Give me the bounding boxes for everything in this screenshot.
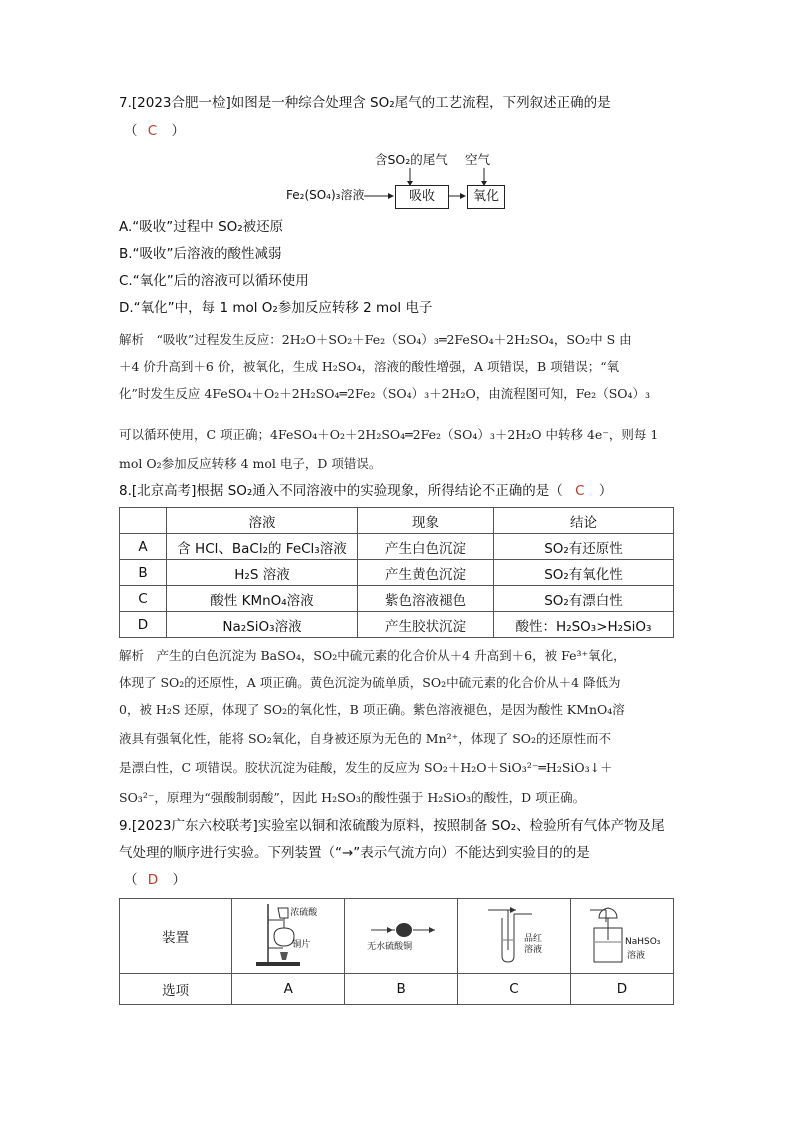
table-cell: SO₂有氧化性 (494, 560, 674, 586)
q8-answer: C (575, 483, 585, 499)
table-cell: 酸性 KMnO₄溶液 (167, 586, 358, 612)
q7-stem: 7.[2023合肥一检]如图是一种综合处理含 SO₂尾气的工艺流程，下列叙述正确的是 (119, 95, 611, 111)
table-cell: 紫色溶液褪色 (358, 586, 494, 612)
apparatus-d-label1: NaHSO₃ (625, 937, 661, 947)
option-row-label: 选项 (120, 974, 232, 1005)
q7-solution-line: 解析 “吸收”过程发生反应：2H₂O＋SO₂＋Fe₂（SO₄）₃═2FeSO₄＋2H₂SO₄，SO₂中 S 由 (119, 332, 632, 347)
table-row (120, 612, 674, 638)
q8-stem: 8.[北京高考]根据 SO₂通入不同溶液中的实验现象，所得结论不正确的是（ (119, 483, 563, 499)
table-cell: 酸性：H₂SO₃>H₂SiO₃ (494, 612, 674, 638)
apparatus-a (232, 899, 345, 974)
table-row (120, 560, 674, 586)
apparatus-c-label2: 溶液 (524, 945, 543, 955)
q9-paren-close: ） (172, 872, 186, 888)
q7-flow-diagram (280, 150, 540, 212)
table-cell: B (120, 560, 167, 586)
table-header-row (120, 508, 674, 534)
q9-answer-line (124, 870, 186, 890)
table-cell: Na₂SiO₃溶液 (167, 612, 358, 638)
option-cell: D (571, 974, 674, 1005)
table-cell: D (120, 612, 167, 638)
q8-paren-close: ） (598, 483, 613, 499)
q8-solution-line: 0，被 H₂S 还原，体现了 SO₂的氧化性，B 项正确。紫色溶液褪色，是因为酸性 KMnO₄溶 (119, 702, 625, 717)
table-header-cell (120, 508, 167, 534)
table-cell: 含 HCl、BaCl₂的 FeCl₃溶液 (167, 534, 358, 560)
q9-answer: D (147, 872, 159, 888)
option-row (120, 974, 674, 1005)
table-row (120, 534, 674, 560)
apparatus-d-drawing (572, 900, 672, 968)
option-cell: C (458, 974, 571, 1005)
q8-solution-line: SO₃²⁻，原理为“强酸制弱酸”，因此 H₂SO₃的酸性强于 H₂SiO₃的酸性，D 项正确。 (119, 790, 586, 805)
q7-solution-line: 可以循环使用，C 项正确；4FeSO₄＋O₂＋2H₂SO₄═2Fe₂（SO₄）₃＋2H₂O 中转移 4e⁻，则每 1 (119, 427, 659, 442)
table-cell: 产生黄色沉淀 (358, 560, 494, 586)
table-cell: A (120, 534, 167, 560)
apparatus-b-drawing (351, 900, 451, 968)
q7-option-c: C.“氧化”后的溶液可以循环使用 (119, 273, 309, 289)
flow-left-label: Fe₂(SO₄)₃溶液 (286, 188, 365, 202)
table-cell: SO₂有还原性 (494, 534, 674, 560)
table-row (120, 586, 674, 612)
q7-option-a: A.“吸收”过程中 SO₂被还原 (119, 219, 284, 235)
flow-input-top: 含SO₂的尾气 (375, 152, 448, 167)
q7-option-b: B.“吸收”后溶液的酸性减弱 (119, 246, 282, 262)
apparatus-a-label1: 浓硫酸 (290, 908, 318, 918)
flow-box-oxidize: 氧化 (467, 185, 505, 209)
apparatus-row (120, 899, 674, 974)
apparatus-c-drawing (464, 900, 564, 968)
table-cell: 产生白色沉淀 (358, 534, 494, 560)
q8-solution-line: 解析 产生的白色沉淀为 BaSO₄，SO₂中硫元素的化合价从＋4 升高到＋6，被 Fe³⁺氧化， (119, 648, 626, 663)
table-header-cell: 溶液 (167, 508, 358, 534)
option-cell: A (232, 974, 345, 1005)
table-header-cell: 现象 (358, 508, 494, 534)
q7-solution-line: ＋4 价升高到＋6 价，被氧化，生成 H₂SO₄，溶液的酸性增强，A 项错误，B 项错误；“氧 (119, 359, 620, 374)
flow-box-absorb: 吸收 (395, 185, 449, 209)
option-cell: B (345, 974, 458, 1005)
q9-paren-open: （ (124, 872, 138, 888)
table-header-cell: 结论 (494, 508, 674, 534)
apparatus-a-label2: 铜片 (292, 940, 311, 950)
q9-apparatus-table (119, 898, 674, 1005)
table-cell: H₂S 溶液 (167, 560, 358, 586)
q8-table (119, 507, 674, 638)
q7-option-d: D.“氧化”中，每 1 mol O₂参加反应转移 2 mol 电子 (119, 300, 433, 316)
apparatus-b-label: 无水硫酸铜 (367, 942, 413, 952)
flow-air: 空气 (465, 152, 491, 167)
q8-solution-line: 液具有强氧化性，能将 SO₂氧化，自身被还原为无色的 Mn²⁺，体现了 SO₂的还原性而不 (119, 731, 612, 746)
q9-stem-line2: 气处理的顺序进行实验。下列装置（“→”表示气流方向）不能达到实验目的的是 (119, 845, 590, 861)
q7-solution-line: 化”时发生反应 4FeSO₄＋O₂＋2H₂SO₄═2Fe₂（SO₄）₃＋2H₂O，由流程图可知，Fe₂（SO₄）₃ (119, 386, 651, 401)
q7-paren-open: （ (124, 123, 138, 139)
apparatus-a-drawing (238, 900, 338, 968)
table-cell: C (120, 586, 167, 612)
q7-paren-close: ） (171, 123, 186, 139)
apparatus-c-label1: 品红 (524, 934, 543, 944)
apparatus-row-label: 装置 (120, 899, 232, 974)
q8-solution-line: 是漂白性，C 项错误。胶状沉淀为硅酸，发生的反应为 SO₂＋H₂O＋SiO₃²⁻═H₂SiO₃↓＋ (119, 760, 613, 775)
q9-stem-line1: 9.[2023广东六校联考]实验室以铜和浓硫酸为原料，按照制备 SO₂、检验所有气体产物及尾 (119, 818, 665, 834)
apparatus-b (345, 899, 458, 974)
table-cell: SO₂有漂白性 (494, 586, 674, 612)
q7-answer-line (124, 121, 185, 141)
q7-solution-line: mol O₂参加反应转移 4 mol 电子，D 项错误。 (119, 456, 382, 471)
apparatus-d-label2: 溶液 (627, 951, 646, 961)
q8-solution-line: 体现了 SO₂的还原性，A 项正确。黄色沉淀为硫单质，SO₂中硫元素的化合价从＋4 降低为 (119, 675, 621, 690)
apparatus-c (458, 899, 571, 974)
q8-stem-line (119, 481, 612, 501)
table-cell: 产生胶状沉淀 (358, 612, 494, 638)
apparatus-d (571, 899, 674, 974)
q7-answer: C (147, 123, 158, 139)
